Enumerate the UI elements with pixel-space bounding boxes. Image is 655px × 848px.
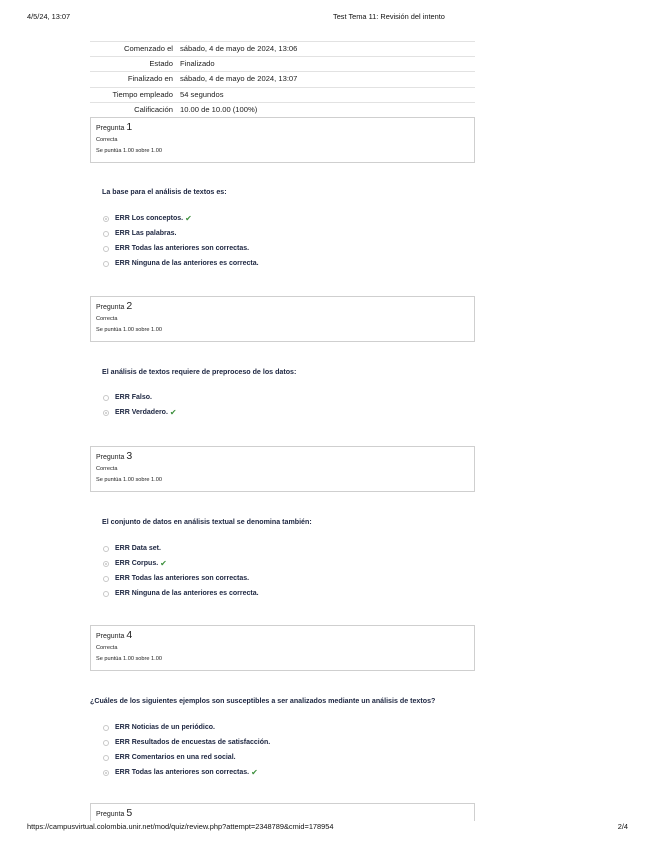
question-number-value: 5 — [126, 807, 133, 819]
question-label: Pregunta — [96, 811, 125, 818]
answer-list — [103, 541, 259, 601]
answer-option[interactable] — [103, 211, 259, 226]
check-icon: ✔ — [160, 559, 167, 568]
summary-value: 54 segundos — [177, 87, 475, 102]
radio-icon[interactable] — [103, 576, 109, 582]
radio-icon[interactable] — [103, 216, 109, 222]
summary-row — [90, 42, 475, 57]
answer-text: ERR Todas las anteriores son correctas. — [115, 575, 250, 582]
answer-option[interactable] — [103, 720, 270, 735]
summary-label: Finalizado en — [90, 72, 177, 87]
answer-text: ERR Todas las anteriores son correctas. — [115, 769, 250, 776]
answer-text: ERR Todas las anteriores son correctas. — [115, 245, 250, 252]
answer-option[interactable] — [103, 735, 270, 750]
page-number: 2/4 — [617, 822, 628, 831]
answer-option[interactable] — [103, 241, 259, 256]
page-url: https://campusvirtual.colombia.unir.net/mod/quiz/review.php?attempt=2348789&cmid=178954 — [27, 822, 334, 831]
check-icon: ✔ — [251, 768, 258, 777]
question-number-value: 1 — [126, 121, 133, 133]
answer-option[interactable] — [103, 556, 259, 571]
answer-option[interactable] — [103, 750, 270, 765]
answer-text: ERR Las palabras. — [115, 230, 177, 237]
summary-row — [90, 57, 475, 72]
radio-icon[interactable] — [103, 591, 109, 597]
radio-icon[interactable] — [103, 395, 109, 401]
question-text: El conjunto de datos en análisis textual se denomina también: — [102, 518, 312, 526]
answer-text: ERR Ninguna de las anteriores es correcta. — [115, 590, 259, 597]
answer-list — [103, 390, 177, 420]
question-state: Correcta — [96, 137, 118, 143]
summary-value: sábado, 4 de mayo de 2024, 13:06 — [177, 42, 475, 57]
summary-row — [90, 102, 475, 117]
question-label: Pregunta — [96, 633, 125, 640]
question-number — [96, 451, 469, 463]
radio-icon[interactable] — [103, 410, 109, 416]
attempt-summary-table — [90, 41, 475, 117]
radio-icon[interactable] — [103, 725, 109, 731]
question-info-box — [90, 446, 475, 492]
summary-row — [90, 87, 475, 102]
radio-icon[interactable] — [103, 546, 109, 552]
print-footer — [27, 822, 628, 834]
answer-option[interactable] — [103, 571, 259, 586]
answer-option[interactable] — [103, 765, 270, 780]
answer-text: ERR Resultados de encuestas de satisfacción. — [115, 739, 271, 746]
print-date: 4/5/24, 13:07 — [27, 12, 71, 21]
question-grade: Se puntúa 1.00 sobre 1.00 — [96, 148, 162, 154]
answer-option[interactable] — [103, 390, 177, 405]
answer-option[interactable] — [103, 256, 259, 271]
question-grade: Se puntúa 1.00 sobre 1.00 — [96, 656, 162, 662]
answer-text: ERR Falso. — [115, 394, 152, 401]
radio-icon[interactable] — [103, 770, 109, 776]
summary-label: Tiempo empleado — [90, 87, 177, 102]
question-text: La base para el análisis de textos es: — [102, 188, 227, 196]
question-number — [96, 122, 469, 134]
question-label: Pregunta — [96, 454, 125, 461]
question-number — [96, 808, 469, 820]
summary-label: Estado — [90, 57, 177, 72]
question-state: Correcta — [96, 466, 118, 472]
radio-icon[interactable] — [103, 231, 109, 237]
radio-icon[interactable] — [103, 246, 109, 252]
answer-text: ERR Comentarios en una red social. — [115, 754, 236, 761]
answer-option[interactable] — [103, 226, 259, 241]
question-label: Pregunta — [96, 304, 125, 311]
check-icon: ✔ — [185, 214, 192, 223]
answer-text: ERR Noticias de un periódico. — [115, 724, 215, 731]
question-info-box — [90, 117, 475, 163]
answer-text: ERR Corpus. — [115, 560, 159, 567]
answer-text: ERR Verdadero. — [115, 409, 168, 416]
question-label: Pregunta — [96, 125, 125, 132]
question-state: Correcta — [96, 316, 118, 322]
question-info-box — [90, 803, 475, 821]
radio-icon[interactable] — [103, 261, 109, 267]
answer-option[interactable] — [103, 586, 259, 601]
answer-list — [103, 211, 259, 271]
summary-label: Comenzado el — [90, 42, 177, 57]
question-number-value: 3 — [126, 450, 133, 462]
check-icon: ✔ — [169, 408, 177, 417]
print-header — [27, 12, 628, 24]
question-number — [96, 301, 469, 313]
question-text: ¿Cuáles de los siguientes ejemplos son susceptibles a ser analizados mediante un análisis de textos? — [90, 697, 436, 705]
question-number-value: 4 — [126, 629, 133, 641]
answer-option[interactable] — [103, 405, 177, 420]
question-state: Correcta — [96, 645, 118, 651]
question-number — [96, 630, 469, 642]
question-grade: Se puntúa 1.00 sobre 1.00 — [96, 477, 162, 483]
question-info-box — [90, 625, 475, 671]
question-number-value: 2 — [126, 300, 133, 312]
question-text: El análisis de textos requiere de preproceso de los datos: — [102, 368, 297, 376]
summary-label: Calificación — [90, 102, 177, 117]
question-grade: Se puntúa 1.00 sobre 1.00 — [96, 327, 162, 333]
print-title: Test Tema 11: Revisión del intento — [333, 12, 445, 21]
summary-value: Finalizado — [177, 57, 475, 72]
answer-list — [103, 720, 270, 780]
radio-icon[interactable] — [103, 561, 109, 567]
radio-icon[interactable] — [103, 755, 109, 761]
summary-value: 10.00 de 10.00 (100%) — [177, 102, 475, 117]
radio-icon[interactable] — [103, 740, 109, 746]
answer-text: ERR Data set. — [115, 545, 161, 552]
question-info-box — [90, 296, 475, 342]
summary-value: sábado, 4 de mayo de 2024, 13:07 — [177, 72, 475, 87]
summary-row — [90, 72, 475, 87]
answer-text: ERR Ninguna de las anteriores es correcta. — [115, 260, 259, 267]
answer-option[interactable] — [103, 541, 259, 556]
answer-text: ERR Los conceptos. — [115, 215, 184, 222]
